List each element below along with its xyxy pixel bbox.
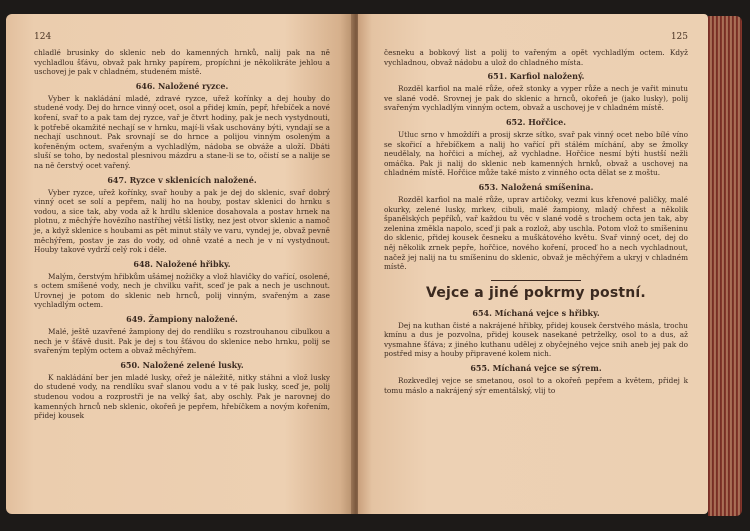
right-intro-text: česneku a bobkový list a polij to vařeným a opět vychladlým octem. Když vychladnou, obvaž nádobu a ulož do chladného místa. — [384, 48, 688, 67]
recipe-body-651: Rozděl karfiol na malé růže, ořež stonky a vyper růže a nech je vařit minutu ve slané vodě. Srovnej je pak do sklenic a hrnců, okořeň je (jako lusky), polij svařeným vychladlým vinným octem, obvaž a uschovej je v chladném místě. — [384, 84, 688, 113]
recipe-heading-648: 648. Naložené hřibky. — [133, 258, 231, 269]
recipe-heading-654: 654. Míchaná vejce s hřibky. — [472, 307, 600, 318]
recipe-body-650: K nakládání ber jen mladé lusky, ořež je náležitě, nitky stáhni a vlož lusky do studené vody, na rendlíku svař slanou vodu a v té pak lusky, sceď je, polij studenou vodou a rozprostři je na velký šat, aby oschly. Pak je narovnej do kamenných hrnců neb sklenic, okořeň je pepřem, hřebíčkem a novým kořením, přidej kousek — [34, 372, 330, 421]
right-page — [358, 14, 708, 514]
left-intro-text: chladlé brusinky do sklenic neb do kamenných hrnků, nalij pak na ně vychladlou šťávu, obvaž pak hrnky papírem, propíchni je několikráte jehlou a uschovej je pak v chladném, studeném místě. — [34, 48, 330, 77]
recipe-body-648: Malým, čerstvým hřibkům ušámej nožičky a vlož hlavičky do vařící, osolené, s octem smíšené vody, nech je chvilku vařit, sceď je pak a nech je uschnout. Urovnej je potom do sklenic neb hrnců, polij vinným, svařeným a zase vychladlým octem. — [34, 271, 331, 310]
recipe-heading-652: 652. Hořčice. — [505, 116, 567, 127]
recipe-heading-650: 650. Naložené zelené lusky. — [120, 359, 244, 370]
left-page — [6, 14, 354, 514]
recipe-body-653: Rozděl karfiol na malé růže, uprav artičoky, vezmi kus křenové paličky, malé okurky, zelené lusky, mrkev, cibuli, malé žampiony, mladý chřest a několik španělských pepříků, vař každou tu věc v slané vodě s trochem octa jen tak, aby zelenina změkla napolo, sceď ji pak a rozlož, aby uschla. Potom vlož to smíšeninu do sklenic, přidej kousek česneku a muškátového květu. Svař vinný ocet, dej do něj několik zrnek pepře, hořčice, nového koření, proceď ho a nech vychladnout, načež jej nalij na tu smíšeninu do sklenic, obvaž je měchýřem a ukryj v chladném místě. — [384, 194, 688, 272]
recipe-heading-647: 647. Ryzce v sklenicích naložené. — [107, 174, 257, 185]
recipe-heading-653: 653. Naložená smíšenina. — [478, 181, 594, 192]
page-edges — [708, 16, 742, 516]
open-book — [6, 14, 744, 524]
recipe-heading-655: 655. Míchaná vejce se sýrem. — [470, 363, 602, 374]
recipe-body-649: Malé, ještě uzavřené žampiony dej do rendlíku s rozstrouhanou cibulkou a nech je v šťávě dusit. Pak je dej s tou šťávou do sklenice nebo hrnku, polij se svařeným teplým octem a obvaž měchýřem. — [34, 327, 330, 356]
recipe-body-647: Vyber ryzce, uřež kořínky, svař houby a pak je dej do sklenic, svař dobrý vinný ocet se solí a pepřem, nalij ho na houby, postav sklenici do hrnku s vodou, a sice tak, aby voda až k hrdlu sklenice dosahovala a postav hrnek na plotnu, z měchýře hovězího nastříhej větší lístky, nez jest otvor sklenic a namoč je, a když sklenice s houbami as pět minut stály ve varu, vyndej je, obvaž pevně měchýřem, postav je zas do vody, od ohně vzaté a nech je v ní vystydnout. Houby takové vydrží celý rok i déle. — [34, 187, 330, 255]
recipe-body-654: Dej na kuthan čisté a nakrájené hřibky, přidej kousek čerstvého másla, trochu kmínu a dus je pozvolna, přidej kousek nasekané petrželky, osol to a dus, až vysmahne šťáva; z jiného kuthanu udělej z obyčejného vejce snih aneb jej pak do postřed misy a houby připravené kolem nich. — [384, 320, 688, 359]
page-number-left: 124 — [34, 32, 52, 42]
page-number-right: 125 — [670, 32, 688, 42]
recipe-heading-651: 651. Karfiol naložený. — [487, 71, 585, 82]
recipe-body-652: Utluc srno v hmoždíři a prosij skrze sítko, svař pak vinný ocet nebo bílé víno se skořicí a hřebíčkem a nalij ho vařící při stálém míchání, aby se žmolky neudělaly, na hořčici a míchej, až vychladne. Hořčice nesmí býti hustší nežli omáčka. Pak ji nalij do sklenic neb kamenných hrnků, obvaž a uschovej na chladném místě. Hořčice může také místo z vinného octa dělat se z moštu. — [384, 129, 688, 178]
recipe-heading-646: 646. Naložené ryzce. — [135, 80, 229, 91]
section-divider — [491, 280, 581, 281]
chapter-title: Vejce a jiné pokrmy postní. — [426, 284, 646, 301]
recipe-heading-649: 649. Žampiony naložené. — [126, 314, 238, 325]
recipe-body-655: Rozkvedlej vejce se smetanou, osol to a okořeň pepřem a květem, přidej k tomu máslo a nakrájený sýr ementálský, vlij to — [384, 376, 688, 395]
recipe-body-646: Vyber k nakládání mladé, zdravé ryzce, uřež kořínky a dej houby do studené vody. Dej do hrnce vinný ocet, osol a přidej kmín, pepř, hřebíček a nové koření, svař to a pak tam dej ryzce, vař je čtvrt hodiny, pak je nech vystydnouti, k potřebě okamžité nechají se v hrnku, mají-li však uschovány býti, vyndají se a nechají uschnout. Pak srovnají se do hrnce a polijou vinným osoleným a kořeněným octem, svařeným a vychladlým, nádoba se obváže a uloží. Dbáti sluší se toho, by nedostal plesnivou mázdru a stane-li se to, očistí se a nalije se na ně čerstvý ocet vařený. — [34, 93, 330, 170]
